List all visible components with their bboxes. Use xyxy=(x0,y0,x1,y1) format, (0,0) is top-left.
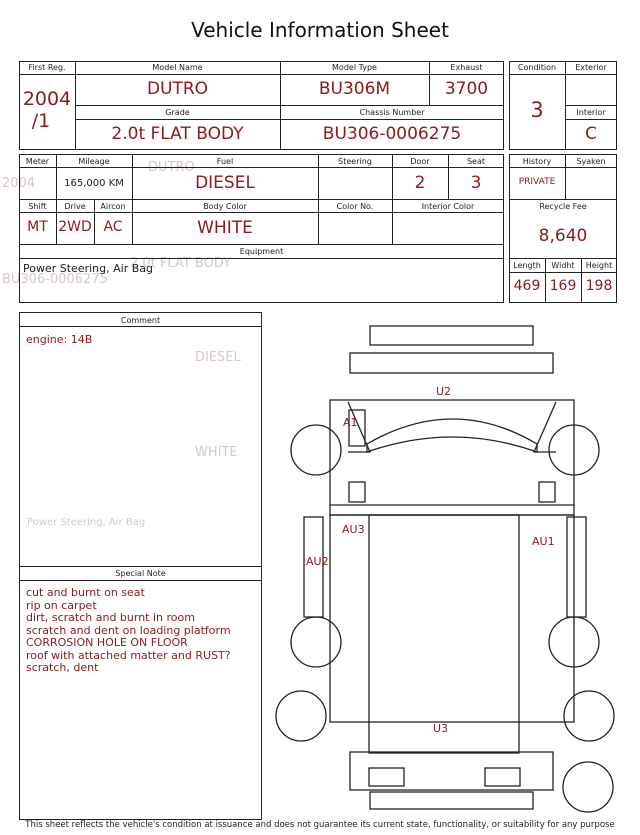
chassis-number-label: Chassis Number xyxy=(359,108,425,117)
ghost-text: WHITE xyxy=(195,445,238,460)
width-label: Widht xyxy=(551,261,575,270)
aircon-value: AC xyxy=(103,219,123,235)
meter-label: Meter xyxy=(25,157,50,166)
rear-right-outer-wheel xyxy=(564,691,614,741)
special-note-item: scratch and dent on loading platform xyxy=(26,623,231,637)
chassis-number-value: BU306-0006275 xyxy=(322,124,462,144)
right-taillight xyxy=(485,768,520,786)
special-note-item: rip on carpet xyxy=(26,598,97,612)
damage-mark-au3: AU3 xyxy=(342,523,365,536)
ghost-text: 2.0t FLAT BODY xyxy=(130,256,232,271)
special-notes-list xyxy=(26,587,258,675)
windshield xyxy=(367,419,537,452)
special-note-item: scratch, dent xyxy=(26,661,99,674)
recycle-fee-value: 8,640 xyxy=(538,226,588,246)
steering-label: Steering xyxy=(338,157,372,166)
mileage-value: 165,000 KM xyxy=(64,178,124,189)
aircon-label: Aircon xyxy=(100,202,126,211)
drive-label: Drive xyxy=(64,202,86,211)
left-door-lower xyxy=(349,482,365,502)
drive-value: 2WD xyxy=(58,219,92,235)
condition-value: 3 xyxy=(530,98,544,122)
fuel-value: DIESEL xyxy=(195,173,255,193)
comment-text: engine: 14B xyxy=(26,333,93,346)
body-color-label: Body Color xyxy=(203,202,247,211)
height-label: Height xyxy=(585,261,613,270)
model-name-label: Model Name xyxy=(152,63,203,72)
ghost-text: DIESEL xyxy=(195,350,241,365)
width-value: 169 xyxy=(549,278,577,294)
ghost-text: DUTRO xyxy=(148,160,195,175)
comment-label: Comment xyxy=(120,316,161,325)
disclaimer-footer: This sheet reflects the vehicle's condition at issuance and does not guarantee its current state, functionality, or suitability for any purpose xyxy=(25,820,615,830)
front-left-wheel xyxy=(291,425,341,475)
first-reg-year: 2004 xyxy=(22,88,72,110)
body-color-value: WHITE xyxy=(197,218,253,238)
rear-step xyxy=(370,792,533,809)
seat-value: 3 xyxy=(470,173,482,193)
fuel-label: Fuel xyxy=(216,157,234,166)
door-label: Door xyxy=(410,157,430,166)
first-reg-label: First Reg. xyxy=(28,63,66,72)
cab-back xyxy=(330,505,574,515)
special-note-item: CORROSION HOLE ON FLOOR xyxy=(26,636,188,649)
shift-label: Shift xyxy=(28,202,47,211)
damage-mark-u3: U3 xyxy=(433,722,449,735)
sheet-title: Vehicle Information Sheet xyxy=(191,18,449,42)
grade-value: 2.0t FLAT BODY xyxy=(111,124,244,144)
right-pillar xyxy=(534,402,556,452)
exhaust-value: 3700 xyxy=(444,79,489,99)
special-note-item: dirt, scratch and burnt in room xyxy=(26,611,195,624)
cargo-floor xyxy=(369,515,519,753)
rear-left-wheel xyxy=(291,617,341,667)
tail-bumper xyxy=(350,752,553,790)
front-grille xyxy=(350,353,553,373)
damage-mark-au1: AU1 xyxy=(532,535,555,548)
rear-left-outer-wheel xyxy=(276,691,326,741)
special-note-label: Special Note xyxy=(115,569,166,578)
syaken-label: Syaken xyxy=(576,157,606,166)
exterior-label: Exterior xyxy=(575,63,607,72)
grade-label: Grade xyxy=(165,108,190,117)
mileage-label: Mileage xyxy=(78,157,110,166)
first-reg-month: /1 xyxy=(31,110,51,132)
history-label: History xyxy=(522,157,552,166)
exhaust-label: Exhaust xyxy=(450,63,483,72)
interior-value: C xyxy=(585,124,597,144)
damage-mark-u2: U2 xyxy=(436,385,452,398)
door-value: 2 xyxy=(414,173,426,193)
history-value: PRIVATE xyxy=(518,177,556,187)
length-label: Length xyxy=(513,261,541,270)
damage-mark-au2: AU2 xyxy=(306,555,329,568)
equipment-label: Equipment xyxy=(239,247,284,256)
seat-label: Seat xyxy=(466,157,486,166)
model-name-value: DUTRO xyxy=(146,79,209,99)
spare-wheel xyxy=(563,762,613,812)
special-note-item: roof with attached matter and RUST? xyxy=(26,648,231,662)
condition-label: Condition xyxy=(517,63,557,72)
ghost-text: BU306-0006275 xyxy=(2,272,108,287)
shift-value: MT xyxy=(27,219,48,235)
model-type-value: BU306M xyxy=(318,79,391,99)
height-value: 198 xyxy=(585,278,613,294)
model-type-label: Model Type xyxy=(332,63,377,72)
right-side-panel xyxy=(567,517,586,617)
length-value: 469 xyxy=(513,278,541,294)
interior-label: Interior xyxy=(576,108,606,117)
special-note-item: cut and burnt on seat xyxy=(26,586,145,599)
front-bumper xyxy=(370,326,533,345)
ghost-text: 2004 xyxy=(2,176,36,191)
ghost-text: Power Steering, Air Bag xyxy=(27,517,146,528)
recycle-fee-label: Recycle Fee xyxy=(539,202,587,211)
interior-color-label: Interior Color xyxy=(421,202,475,211)
right-door-lower xyxy=(539,482,555,502)
damage-mark-a1: A1 xyxy=(343,416,358,429)
color-no-label: Color No. xyxy=(336,202,374,211)
left-taillight xyxy=(369,768,404,786)
equipment-value: Power Steering, Air Bag xyxy=(23,262,153,275)
